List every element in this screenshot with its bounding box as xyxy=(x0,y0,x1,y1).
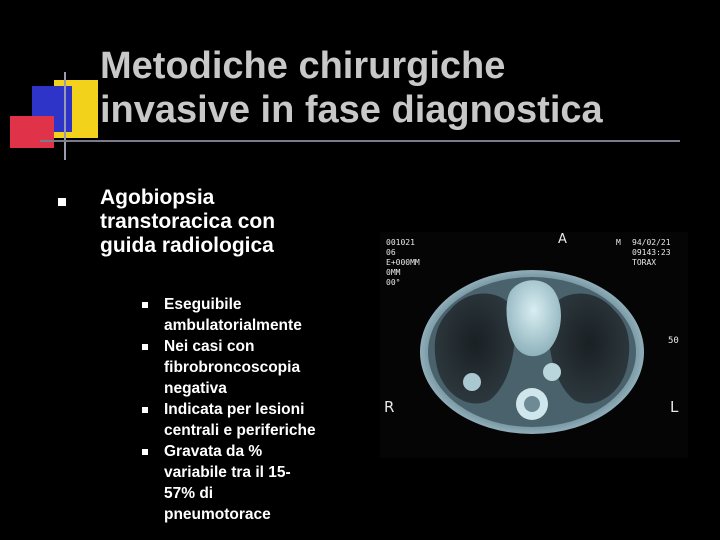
ct-orientation-left: L xyxy=(670,398,679,416)
sub-bullet-line: Gravata da % xyxy=(164,443,263,460)
square-bullet-icon xyxy=(58,198,66,206)
sub-bullet-line: fibrobroncoscopia xyxy=(164,359,301,376)
ct-overlay-text: 00° xyxy=(386,278,401,287)
ct-overlay-text: 001021 xyxy=(386,238,415,247)
ct-overlay-text: 50 xyxy=(668,336,679,346)
sub-bullet-line: Eseguibile xyxy=(164,296,242,313)
spine-canal xyxy=(524,396,540,412)
title-line: invasive in fase diagnostica xyxy=(100,89,603,131)
slide-title xyxy=(100,44,700,132)
sub-bullet-item xyxy=(142,399,372,441)
square-bullet-icon xyxy=(142,407,148,413)
sub-bullet-line: variabile tra il 15- xyxy=(164,464,291,481)
sub-bullet-line: 57% di xyxy=(164,485,214,502)
square-bullet-icon xyxy=(142,344,148,350)
ct-orientation-right: R xyxy=(384,398,395,416)
square-bullet-icon xyxy=(142,302,148,308)
ct-scan-image xyxy=(380,232,688,458)
ct-orientation-anterior: A xyxy=(558,232,567,247)
ct-overlay-text: E+000MM xyxy=(386,258,420,267)
main-bullet-text xyxy=(100,186,360,258)
ct-overlay-text: TORAX xyxy=(632,258,657,267)
title-line: Metodiche chirurgiche xyxy=(100,45,506,87)
lesion-shape xyxy=(463,373,481,391)
ct-overlay-text: 0MM xyxy=(386,268,401,277)
sub-bullet-line: pneumotorace xyxy=(164,506,271,523)
sub-bullet-item xyxy=(142,441,372,525)
title-divider-line xyxy=(40,140,680,142)
sub-bullet-item xyxy=(142,336,372,399)
ct-overlay-text: 09143:23 xyxy=(632,248,671,257)
logo-red-block xyxy=(10,116,54,148)
sub-bullet-line: Nei casi con xyxy=(164,338,255,355)
sub-bullet-line: centrali e periferiche xyxy=(164,422,316,439)
main-bullet-line: guida radiologica xyxy=(100,234,274,257)
sub-bullet-line: Indicata per lesioni xyxy=(164,401,305,418)
aorta-shape xyxy=(543,363,561,381)
ct-overlay-text: 06 xyxy=(386,248,396,257)
sub-bullet-line: negativa xyxy=(164,380,227,397)
main-bullet-line: Agobiopsia xyxy=(100,186,215,209)
sub-bullet-line: ambulatorialmente xyxy=(164,317,302,334)
logo-vertical-line xyxy=(64,72,66,160)
sub-bullet-item xyxy=(142,294,372,336)
ct-overlay-text: 94/02/21 xyxy=(632,238,671,247)
square-bullet-icon xyxy=(142,449,148,455)
sub-bullet-list xyxy=(142,294,372,525)
ct-overlay-text: M xyxy=(616,238,621,247)
main-bullet-line: transtoracica con xyxy=(100,210,276,233)
